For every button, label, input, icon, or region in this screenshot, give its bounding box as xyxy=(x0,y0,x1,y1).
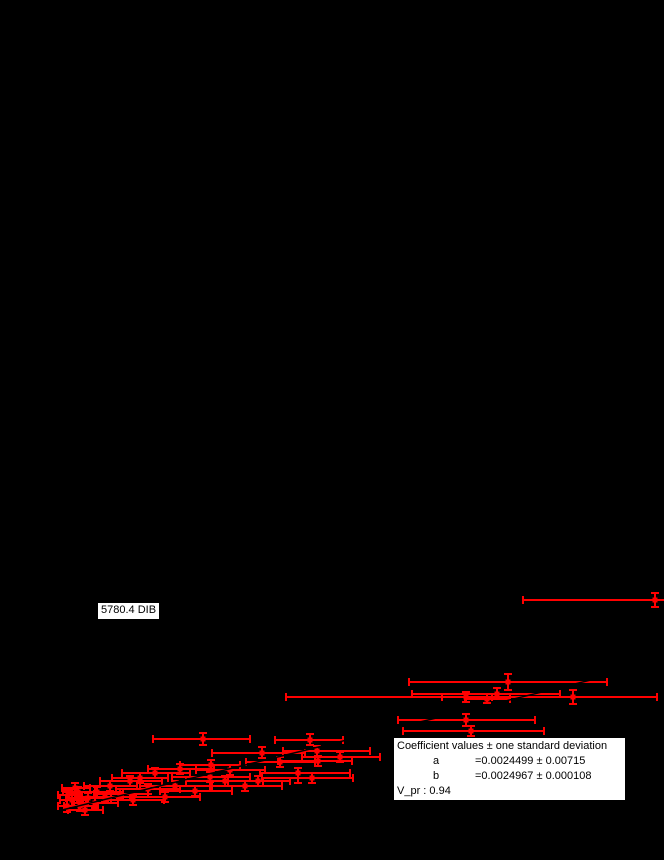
data-point-marker xyxy=(278,760,283,765)
data-point-marker xyxy=(208,775,213,780)
data-point-marker xyxy=(66,793,71,798)
legend-row-b xyxy=(397,769,622,784)
data-point-marker xyxy=(201,737,206,742)
data-point-marker xyxy=(83,808,88,813)
data-point-marker xyxy=(128,779,133,784)
dib-annotation-text: 5780.4 DIB xyxy=(101,604,157,616)
data-point-marker xyxy=(316,759,321,764)
data-point-marker xyxy=(315,749,320,754)
coefficient-b-value: =0.0024967 ± 0.000108 xyxy=(475,770,592,782)
dib-annotation-label[interactable] xyxy=(97,602,160,620)
data-point-marker xyxy=(464,718,469,723)
data-point-marker xyxy=(178,767,183,772)
data-point-marker xyxy=(223,779,228,784)
data-point-marker xyxy=(495,692,500,697)
data-point-marker xyxy=(571,695,576,700)
data-point-marker xyxy=(310,776,315,781)
data-point-marker xyxy=(308,738,313,743)
data-point-marker xyxy=(73,786,78,791)
data-point-marker xyxy=(138,776,143,781)
legend-title: Coefficient values ± one standard deviation xyxy=(397,740,608,752)
coefficient-a-value: =0.0024499 ± 0.00715 xyxy=(475,755,586,767)
data-point-marker xyxy=(260,751,265,756)
coefficient-a-label: a xyxy=(432,755,440,767)
fit-coefficients-legend[interactable] xyxy=(393,737,626,801)
data-point-marker xyxy=(506,680,511,685)
data-point-marker xyxy=(469,729,474,734)
data-point-marker xyxy=(296,771,301,776)
data-point-marker xyxy=(338,755,343,760)
data-point-marker xyxy=(464,695,469,700)
data-point-marker xyxy=(153,771,158,776)
legend-vpr-value: V_pr : 0.94 xyxy=(397,785,451,797)
legend-row-a xyxy=(397,754,622,769)
data-point-marker xyxy=(173,784,178,789)
data-point-marker xyxy=(163,795,168,800)
data-point-marker xyxy=(193,789,198,794)
data-point-marker xyxy=(108,784,113,789)
data-point-marker xyxy=(209,763,214,768)
coefficient-b-label: b xyxy=(432,770,440,782)
data-point-marker xyxy=(653,598,658,603)
data-point-marker xyxy=(243,784,248,789)
